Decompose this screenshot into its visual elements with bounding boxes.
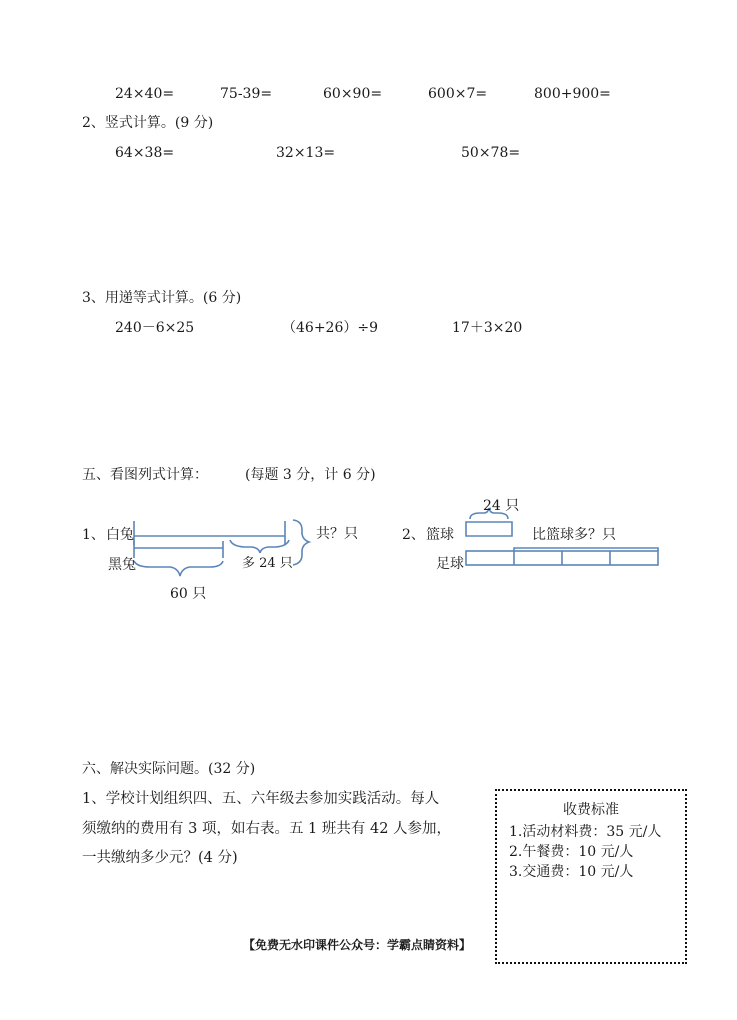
p1-num: 1、: [82, 527, 105, 543]
section6-title: 六、解决实际问题。(32 分): [82, 761, 256, 777]
black-rabbit-label: 黑兔: [108, 557, 136, 573]
label-24: 24 只: [483, 498, 520, 514]
white-rabbit-label: 白兔: [106, 527, 134, 543]
sixty-label: 60 只: [170, 586, 207, 602]
oral-item-4: 600×7=: [428, 86, 488, 102]
oral-item-2: 75-39=: [220, 86, 273, 102]
more-24-label: 多 24 只: [242, 556, 293, 571]
q1-line-1: 1、学校计划组织四、五、六年级去参加实践活动。每人: [82, 791, 440, 807]
vertical-item-3: 50×78=: [461, 145, 521, 161]
total-brace: [293, 520, 309, 565]
oral-item-5: 800+900=: [534, 86, 611, 102]
vertical-item-2: 32×13=: [276, 145, 336, 161]
sixty-brace: [134, 561, 223, 576]
fee-line-2: 2.午餐费：10 元/人: [509, 844, 634, 860]
q1-line-3: 一共缴纳多少元？(4 分): [82, 850, 238, 866]
fee-table: [495, 789, 687, 964]
basketball-label: 篮球: [426, 527, 454, 543]
fee-line-1: 1.活动材料费：35 元/人: [509, 824, 662, 840]
vertical-title: 2、竖式计算。(9 分): [82, 115, 214, 131]
compare-label: 比篮球多？只: [532, 527, 616, 543]
total-label: 共？只: [316, 526, 358, 542]
step-item-2: （46+26）÷9: [282, 320, 378, 336]
watermark-text: 【免费无水印课件公众号：学霸点睛资料】: [243, 938, 472, 952]
fee-table-title: 收费标准: [563, 802, 619, 818]
basketball-bar: [466, 522, 512, 536]
oral-item-3: 60×90=: [323, 86, 383, 102]
fee-line-3: 3.交通费：10 元/人: [509, 864, 634, 880]
oral-item-1: 24×40=: [115, 86, 175, 102]
p2-num: 2、: [402, 527, 425, 543]
section5-note: (每题 3 分，计 6 分): [245, 467, 376, 483]
step-item-3: 17＋3×20: [452, 320, 523, 336]
more-24-brace: [230, 540, 289, 553]
step-title: 3、用递等式计算。(6 分): [82, 290, 242, 306]
football-label: 足球: [436, 556, 464, 572]
vertical-item-1: 64×38=: [115, 145, 175, 161]
q1-line-2: 须缴纳的费用有 3 项，如右表。五 1 班共有 42 人参加，: [82, 821, 452, 837]
step-item-1: 240－6×25: [115, 320, 195, 336]
section5-title: 五、看图列式计算：: [82, 467, 208, 483]
